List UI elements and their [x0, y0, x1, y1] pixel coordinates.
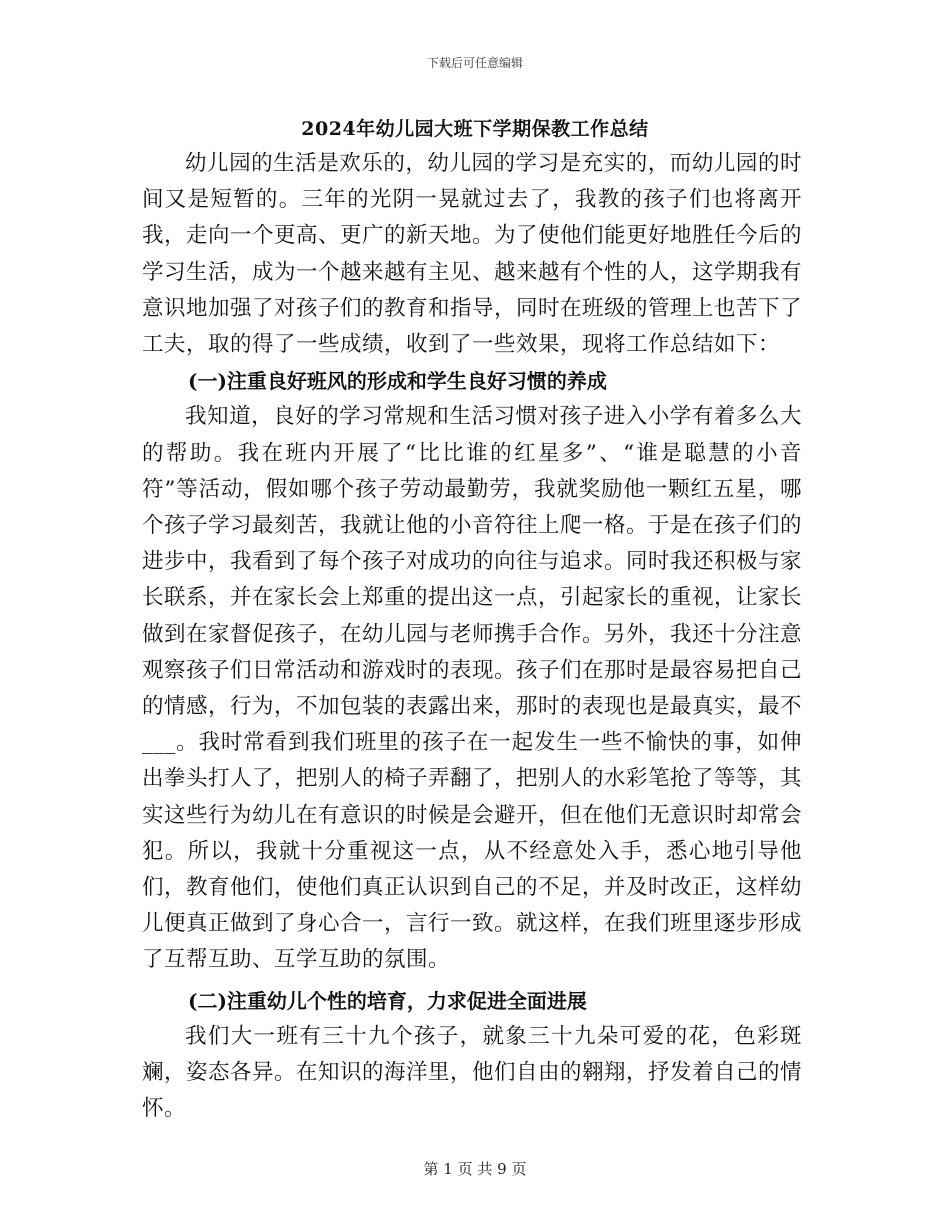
- page-header-note: 下载后可任意编辑: [426, 56, 523, 70]
- document-body: [142, 146, 802, 1127]
- intro-paragraph: 幼儿园的生活是欢乐的，幼儿园的学习是充实的，而幼儿园的时间又是短暂的。三年的光阴一晃就过去了，我教的孩子们也将离开我，走向一个更高、更广的新天地。为了使他们能更好地胜任今后的学习生活，成为一个越来越有主见、越来越有个性的人，这学期我有意识地加强了对孩子们的教育和指导，同时在班级的管理上也苦下了工夫，取的得了一些成绩，收到了一些效果，现将工作总结如下：: [142, 151, 803, 358]
- section-2-paragraph: 我们大一班有三十九个孩子，就象三十九朵可爱的花，色彩斑斓，姿态各异。在知识的海洋里，他们自由的翱翔，抒发着自己的情怀。: [142, 1023, 803, 1122]
- document-title: 2024年幼儿园大班下学期保教工作总结: [301, 118, 649, 140]
- page-number-footer: 第 1 页 共 9 页: [423, 1160, 527, 1178]
- section-1-heading: (一)注重良好班风的形成和学生良好习惯的养成: [188, 369, 607, 394]
- section-1-paragraph: 我知道，良好的学习常规和生活习惯对孩子进入小学有着多么大的帮助。我在班内开展了“比比谁的红星多”、“谁是聪慧的小音符”等活动，假如哪个孩子劳动最勤劳，我就奖励他一颗红五星，哪个孩子学习最刻苦，我就让他的小音符往上爬一格。于是在孩子们的进步中，我看到了每个孩子对成功的向往与追求。同时我还积极与家长联系，并在家长会上郑重的提出这一点，引起家长的重视，让家长做到在家督促孩子，在幼儿园与老师携手合作。另外，我还十分注意观察孩子们日常活动和游戏时的表现。孩子们在那时是最容易把自己的情感，行为，不加包装的表露出来，那时的表现也是最真实，最不___。我时常看到我们班里的孩子在一起发生一些不愉快的事，如伸出拳头打人了，把别人的椅子弄翻了，把别人的水彩笔抢了等等，其实这些行为幼儿在有意识的时候是会避开，但在他们无意识时却常会犯。所以，我就十分重视这一点，从不经意处入手，悉心地引导他们，教育他们，使他们真正认识到自己的不足，并及时改正，这样幼儿便真正做到了身心合一，言行一致。就这样，在我们班里逐步形成了互帮互助、互学互助的氛围。: [142, 404, 803, 973]
- section-2-heading: (二)注重幼儿个性的培育，力求促进全面进展: [188, 988, 587, 1013]
